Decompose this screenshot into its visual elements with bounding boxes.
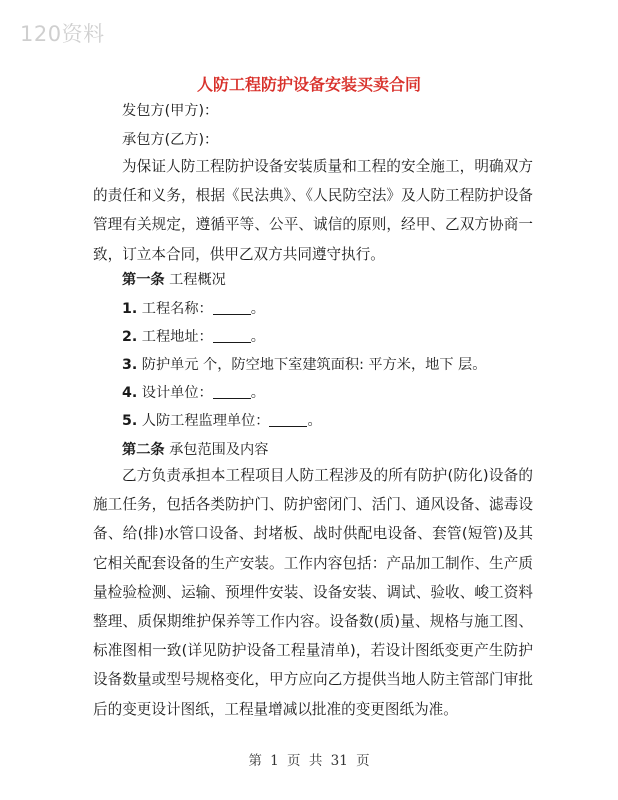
page-footer: 第 1 页 共 31 页 <box>248 753 370 769</box>
item-label: 人防工程监理单位： <box>141 413 270 429</box>
article2-paragraph: 乙方负责承担本工程项目人防工程涉及的所有防护(防化)设备的施工任务，包括各类防护门、防护密闭门、活门、通风设备、滤毒设备、给(排)水管口设备、封堵板、战时供配电设备、套管(短管)及其它相关配套设备的生产安装。工作内容包括：产品加工制作、生产质量检验检测、运输、预埋件安装、设备安装、调试、验收、峻工资料整理、质保期维护保养等工作内容。设备数(质)量、规格与施工图、标准图相一致(详见防护设备工程量清单)，若设计图纸变更产生防护设备数量或型号规格变化，甲方应向乙方提供当地人防主管部门审批后的变更设计图纸，工程量增减以批准的变更图纸为准。 <box>93 467 533 718</box>
item-number: 2. <box>122 329 138 345</box>
item-suffix: 。 <box>307 413 322 429</box>
item-number: 1. <box>122 301 138 317</box>
party-a-line: 发包方(甲方)： <box>122 103 219 119</box>
item-suffix: 。 <box>250 301 265 317</box>
article1-title: 工程概况 <box>169 272 226 288</box>
item-number: 5. <box>122 413 138 429</box>
article1-item <box>122 383 265 403</box>
watermark: 120资料 <box>20 22 105 46</box>
fill-blank <box>269 412 307 427</box>
preamble-paragraph: 为保证人防工程防护设备安装质量和工程的安全施工，明确双方的责任和义务，根据《民法典》、《人民防空法》及人防工程防护设备管理有关规定，遵循平等、公平、诚信的原则，经甲、乙双方协商一致，订立本合同，供甲乙双方共同遵守执行。 <box>93 158 533 263</box>
fill-blank <box>213 328 251 343</box>
item-label: 工程地址： <box>141 329 213 345</box>
fill-blank <box>213 384 251 399</box>
item-number: 3. <box>122 357 138 373</box>
article2-number: 第二条 <box>122 442 165 458</box>
article1-heading <box>122 270 226 290</box>
item-suffix: 。 <box>250 329 265 345</box>
item-label: 设计单位： <box>141 385 213 401</box>
article1-item <box>122 411 322 431</box>
article1-item <box>122 327 265 347</box>
article1-item <box>122 299 265 319</box>
article2-title: 承包范围及内容 <box>169 442 269 458</box>
item-number: 4. <box>122 385 138 401</box>
fill-blank <box>213 300 251 315</box>
article1-number: 第一条 <box>122 272 165 288</box>
document-title: 人防工程防护设备安装买卖合同 <box>196 75 421 94</box>
article2-heading <box>122 440 268 460</box>
article1-item <box>122 355 486 375</box>
item-label: 工程名称： <box>141 301 213 317</box>
item-suffix: 。 <box>250 385 265 401</box>
party-b-line: 承包方(乙方)： <box>122 132 219 148</box>
item-label: 防护单元 个，防空地下室建筑面积: 平方米，地下 层。 <box>141 357 487 373</box>
